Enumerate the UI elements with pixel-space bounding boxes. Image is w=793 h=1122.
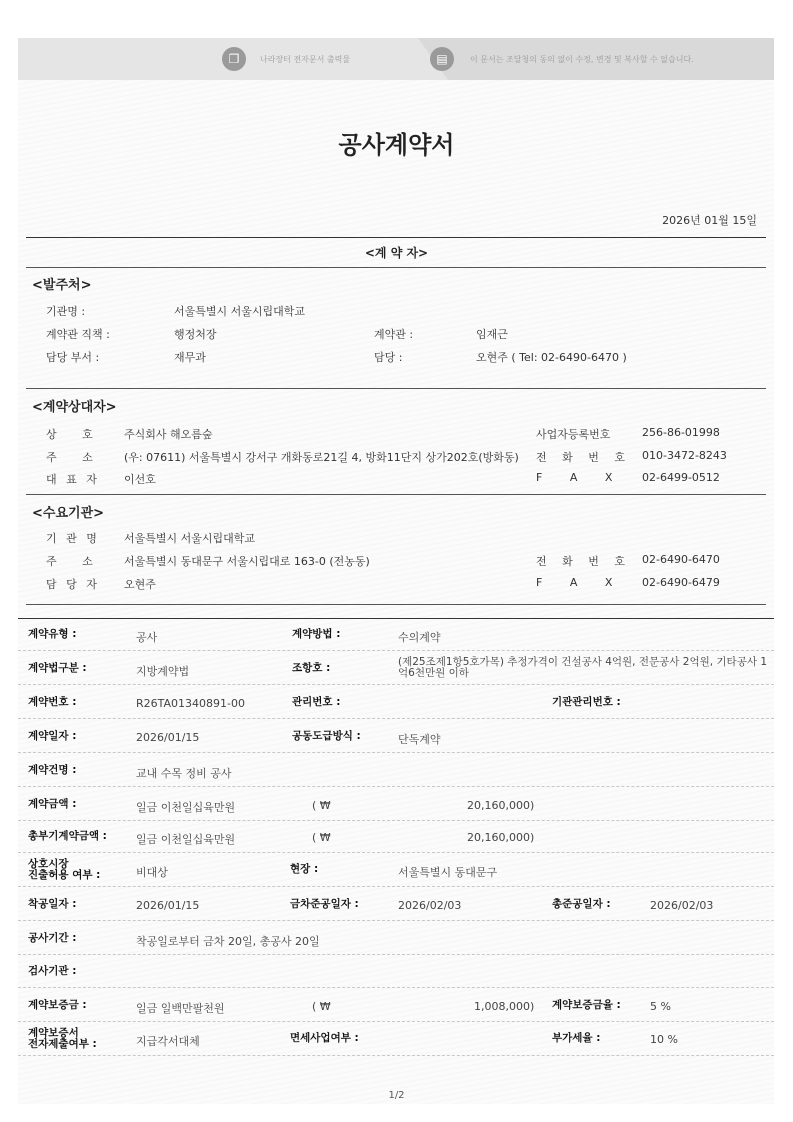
- clause-label: 조항호 :: [292, 662, 331, 674]
- banner-left-text: 나라장터 전자문서 출력물: [260, 55, 351, 64]
- row-divider: [18, 786, 774, 787]
- clause-value: (제25조제1항5호가목) 추정가격이 건설공사 4억원, 전문공사 2억원, 기타공사 1억6천만원 이하: [398, 656, 767, 679]
- row-divider: [18, 1055, 774, 1056]
- market-entry-value: 비대상: [136, 866, 168, 879]
- deposit-label: 계약보증금 :: [28, 999, 87, 1011]
- period-label: 공사기간 :: [28, 932, 77, 944]
- row-divider: [18, 886, 774, 887]
- document-date: 2026년 01월 15일: [662, 214, 757, 227]
- document-copy-icon: ❐: [222, 47, 246, 71]
- contractor-tel-value: 010-3472-8243: [642, 449, 727, 462]
- page-title: 공사계약서: [338, 131, 455, 159]
- total-amount-label: 총부기계약금액 :: [28, 830, 107, 842]
- demand-addr-label: 주 소: [46, 555, 93, 568]
- row-divider: [18, 852, 774, 853]
- row-divider: [18, 920, 774, 921]
- market-entry-label-line1: 상호시장: [28, 858, 69, 870]
- demand-tel-value: 02-6490-6470: [642, 553, 720, 566]
- total-amount-value: 20,160,000): [467, 831, 535, 844]
- client-manager-value: 오현주 ( Tel: 02-6490-6470 ): [476, 351, 627, 364]
- contract-method-label: 계약방법 :: [292, 628, 341, 640]
- contractor-fax-value: 02-6499-0512: [642, 471, 720, 484]
- demand-addr-value: 서울특별시 동대문구 서울시립대로 163-0 (전농동): [124, 555, 370, 568]
- deposit-currency: ( ₩: [312, 1000, 331, 1013]
- row-divider: [18, 684, 774, 685]
- contract-type-label: 계약유형 :: [28, 628, 77, 640]
- contract-method-value: 수의계약: [398, 631, 441, 644]
- row-divider: [18, 752, 774, 753]
- contractor-addr-label: 주 소: [46, 451, 93, 464]
- contractor-bizno-label: 사업자등록번호: [536, 428, 611, 441]
- demand-mgr-label: 담 당 자: [46, 578, 97, 591]
- bond-label-line2: 전자제출여부 :: [28, 1038, 97, 1050]
- demand-mgr-value: 오현주: [124, 578, 156, 591]
- client-officer-position-label: 계약관 직책 :: [46, 328, 110, 341]
- client-officer-value: 임재근: [476, 328, 508, 341]
- site-value: 서울특별시 동대문구: [398, 866, 498, 879]
- contractor-heading: <계약상대자>: [32, 400, 117, 415]
- inspection-agency-label: 검사기관 :: [28, 965, 77, 977]
- interim-completion-label: 금차준공일자 :: [290, 898, 359, 910]
- mgmt-no-label: 관리번호 :: [292, 696, 341, 708]
- row-divider: [18, 954, 774, 955]
- contract-amount-label: 계약금액 :: [28, 798, 77, 810]
- document-paper: [18, 38, 774, 1104]
- deposit-rate-value: 5 %: [650, 1000, 671, 1013]
- client-dept-label: 담당 부서 :: [46, 351, 100, 364]
- client-dept-value: 재무과: [174, 351, 206, 364]
- start-date-label: 착공일자 :: [28, 898, 77, 910]
- contract-date-label: 계약일자 :: [28, 730, 77, 742]
- parties-heading: <계 약 자>: [364, 246, 429, 260]
- market-entry-label-line2: 진출허용 여부 :: [28, 869, 101, 881]
- row-divider: [18, 1021, 774, 1022]
- demand-name-label: 기 관 명: [46, 532, 97, 545]
- contract-law-value: 지방계약법: [136, 665, 190, 678]
- contract-no-label: 계약번호 :: [28, 696, 77, 708]
- deposit-rate-label: 계약보증금율 :: [552, 999, 621, 1011]
- contractor-name-label: 상 호: [46, 428, 93, 441]
- joint-method-value: 단독계약: [398, 733, 441, 746]
- period-value: 착공일로부터 금차 20일, 총공사 20일: [136, 935, 320, 948]
- deposit-words: 일금 일백만팔천원: [136, 1002, 225, 1015]
- demand-heading: <수요기관>: [32, 506, 105, 521]
- printer-icon: ▤: [430, 47, 454, 71]
- client-agency-label: 기관명 :: [46, 305, 86, 318]
- divider: [26, 267, 766, 268]
- deposit-value: 1,008,000): [474, 1000, 535, 1013]
- final-completion-label: 총준공일자 :: [552, 898, 611, 910]
- contract-date-value: 2026/01/15: [136, 731, 200, 744]
- contract-amount-value: 20,160,000): [467, 799, 535, 812]
- divider: [18, 618, 774, 619]
- page-number: 1/2: [388, 1090, 405, 1101]
- demand-name-value: 서울특별시 서울시립대학교: [124, 532, 256, 545]
- demand-fax-label: F A X: [536, 576, 613, 589]
- row-divider: [18, 718, 774, 719]
- interim-completion-value: 2026/02/03: [398, 899, 462, 912]
- contract-no-value: R26TA01340891-00: [136, 697, 245, 710]
- row-divider: [18, 820, 774, 821]
- divider: [26, 388, 766, 389]
- vat-rate-value: 10 %: [650, 1033, 678, 1046]
- bond-label-line1: 계약보증서: [28, 1027, 79, 1039]
- row-divider: [18, 650, 774, 651]
- contract-amount-currency: ( ₩: [312, 799, 331, 812]
- tax-free-label: 면세사업여부 :: [290, 1032, 359, 1044]
- contractor-fax-label: F A X: [536, 471, 613, 484]
- bond-value: 지급각서대체: [136, 1035, 200, 1048]
- contractor-rep-value: 이선호: [124, 473, 156, 486]
- client-heading: <발주처>: [32, 278, 92, 293]
- demand-fax-value: 02-6490-6479: [642, 576, 720, 589]
- contractor-bizno-value: 256-86-01998: [642, 426, 720, 439]
- contractor-name-value: 주식회사 해오름숲: [124, 428, 213, 441]
- divider: [26, 494, 766, 495]
- final-completion-value: 2026/02/03: [650, 899, 714, 912]
- demand-tel-label: 전 화 번 호: [536, 555, 625, 568]
- client-officer-label: 계약관 :: [374, 328, 414, 341]
- divider: [26, 604, 766, 605]
- banner-right-text: 이 문서는 조달청의 동의 없이 수정, 변경 및 복사할 수 없습니다.: [470, 55, 694, 64]
- contract-law-label: 계약법구분 :: [28, 662, 87, 674]
- joint-method-label: 공동도급방식 :: [292, 730, 361, 742]
- client-agency-value: 서울특별시 서울시립대학교: [174, 305, 306, 318]
- contractor-rep-label: 대 표 자: [46, 473, 97, 486]
- contractor-addr-value: (우: 07611) 서울특별시 강서구 개화동로21길 4, 방화11단지 상가202호(방화동): [124, 451, 519, 464]
- divider: [26, 237, 766, 238]
- agency-mgmt-no-label: 기관관리번호 :: [552, 696, 621, 708]
- vat-rate-label: 부가세율 :: [552, 1032, 601, 1044]
- contract-amount-words: 일금 이천일십육만원: [136, 801, 236, 814]
- contract-type-value: 공사: [136, 631, 158, 644]
- contractor-tel-label: 전 화 번 호: [536, 451, 625, 464]
- total-amount-currency: ( ₩: [312, 831, 331, 844]
- contract-name-label: 계약건명 :: [28, 764, 77, 776]
- site-label: 현장 :: [290, 863, 319, 875]
- total-amount-words: 일금 이천일십육만원: [136, 833, 236, 846]
- client-manager-label: 담당 :: [374, 351, 403, 364]
- start-date-value: 2026/01/15: [136, 899, 200, 912]
- contract-name-value: 교내 수목 정비 공사: [136, 767, 232, 780]
- client-officer-position-value: 행정처장: [174, 328, 217, 341]
- row-divider: [18, 987, 774, 988]
